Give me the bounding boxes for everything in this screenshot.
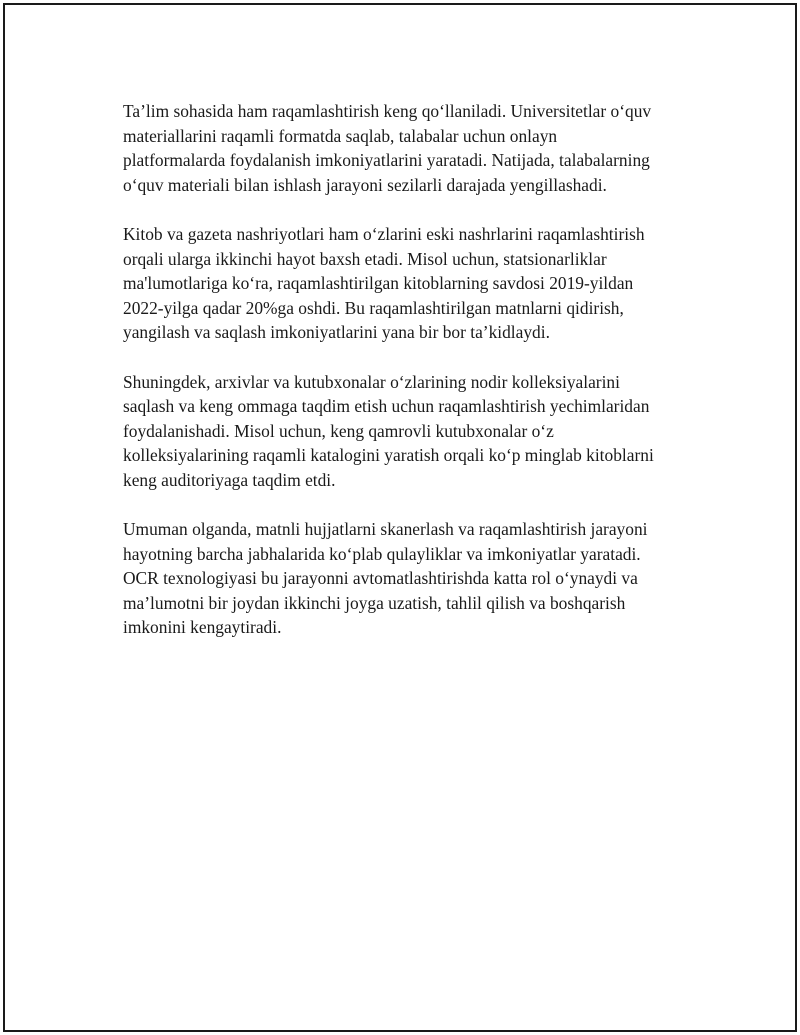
- text-line: keng auditoriyaga taqdim etdi.: [123, 469, 336, 490]
- text-line: hayotning barcha jabhalarida ko‘plab qulayliklar va imkoniyatlar yaratadi.: [123, 543, 641, 564]
- text-line: foydalanishadi. Misol uchun, keng qamrovli kutubxonalar o‘z: [123, 420, 554, 441]
- paragraph-2: [123, 222, 703, 345]
- text-line: platformalarda foydalanish imkoniyatlarini yaratadi. Natijada, talabalarning: [123, 150, 650, 171]
- text-line: kolleksiyalarining raqamli katalogini yaratish orqali ko‘p minglab kitoblarni: [123, 445, 654, 466]
- page-frame: [3, 3, 797, 1032]
- text-line: saqlash va keng ommaga taqdim etish uchun raqamlashtirish yechimlaridan: [123, 396, 650, 417]
- text-line: Shuningdek, arxivlar va kutubxonalar o‘zlarining nodir kolleksiyalarini: [123, 371, 620, 392]
- document-body: [123, 99, 703, 665]
- text-line: yangilash va saqlash imkoniyatlarini yana bir bor ta’kidlaydi.: [123, 322, 550, 343]
- text-line: ma’lumotni bir joydan ikkinchi joyga uzatish, tahlil qilish va boshqarish: [123, 592, 626, 613]
- paragraph-3: [123, 370, 703, 493]
- text-line: materiallarini raqamli formatda saqlab, talabalar uchun onlayn: [123, 125, 558, 146]
- text-line: ma'lumotlariga ko‘ra, raqamlashtirilgan kitoblarning savdosi 2019-yildan: [123, 273, 634, 294]
- text-line: imkonini kengaytiradi.: [123, 617, 282, 638]
- text-line: o‘quv materiali bilan ishlash jarayoni sezilarli darajada yengillashadi.: [123, 174, 607, 195]
- text-line: 2022-yilga qadar 20%ga oshdi. Bu raqamlashtirilgan matnlarni qidirish,: [123, 297, 624, 318]
- text-line: orqali ularga ikkinchi hayot baxsh etadi. Misol uchun, statsionarliklar: [123, 248, 607, 269]
- paragraph-4: [123, 517, 703, 640]
- text-line: Kitob va gazeta nashriyotlari ham o‘zlarini eski nashrlarini raqamlashtirish: [123, 223, 645, 244]
- text-line: Ta’lim sohasida ham raqamlashtirish keng qo‘llaniladi. Universitetlar o‘quv: [123, 101, 652, 121]
- text-line: Umuman olganda, matnli hujjatlarni skanerlash va raqamlashtirish jarayoni: [123, 519, 648, 540]
- text-line: OCR texnologiyasi bu jarayonni avtomatlashtirishda katta rol o‘ynaydi va: [123, 568, 638, 589]
- paragraph-1: [123, 99, 703, 197]
